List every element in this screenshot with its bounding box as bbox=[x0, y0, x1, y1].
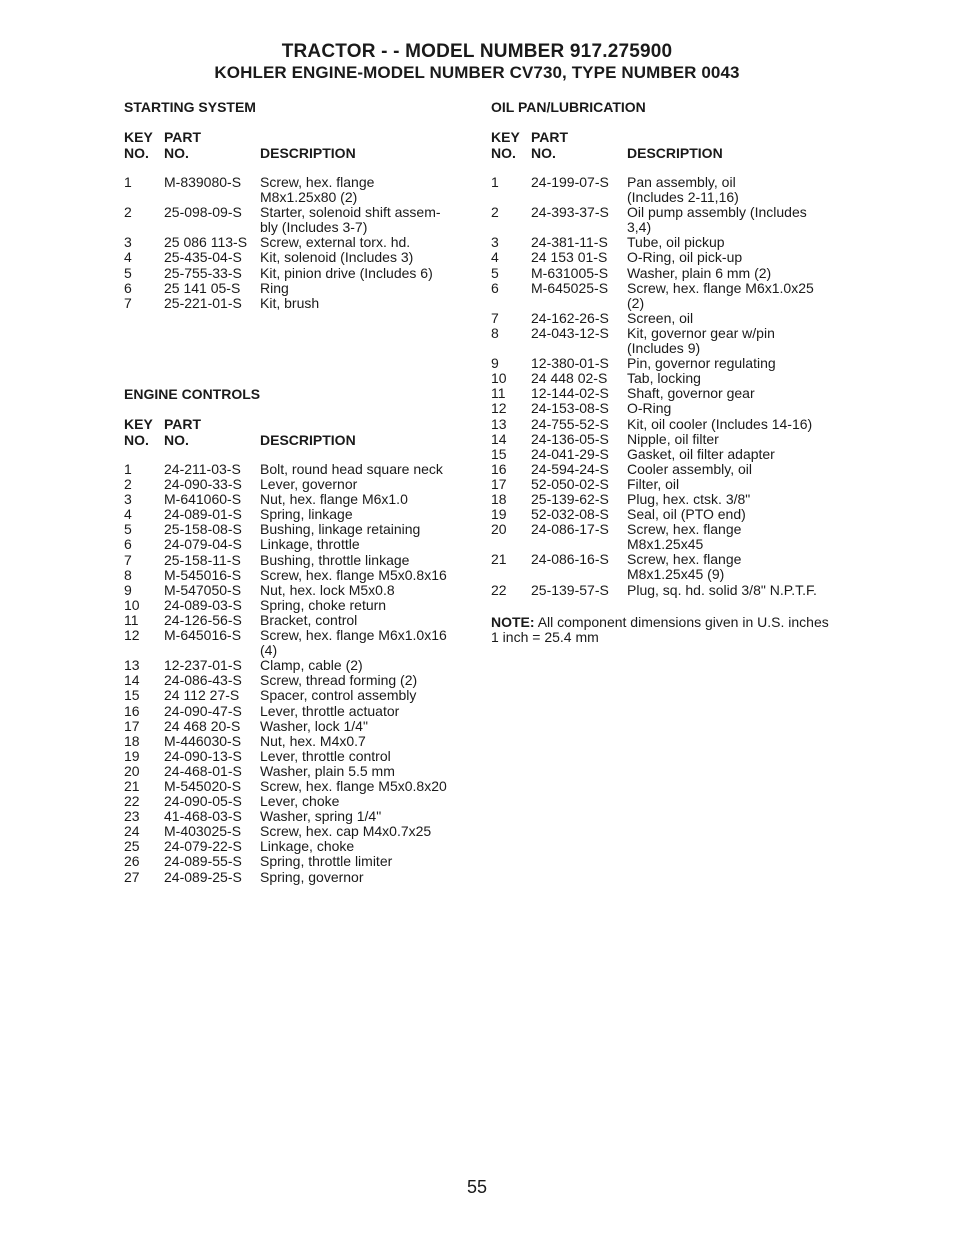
table-row bbox=[124, 492, 474, 507]
part-description: Nut, hex. lock M5x0.8 bbox=[260, 581, 395, 598]
part-description: Kit, oil cooler (Includes 14-16) bbox=[627, 415, 813, 432]
key-no: 3 bbox=[491, 234, 499, 251]
part-no: 25-221-01-S bbox=[164, 294, 242, 311]
key-no: 18 bbox=[491, 490, 507, 507]
part-no: M-645025-S bbox=[531, 279, 609, 296]
part-no: 52-032-08-S bbox=[531, 506, 609, 523]
part-no: M-446030-S bbox=[164, 732, 242, 749]
table-row bbox=[491, 401, 843, 416]
key-no: 1 bbox=[124, 461, 132, 477]
key-no: 5 bbox=[491, 264, 499, 281]
part-description: Screw, hex. cap M4x0.7x25 bbox=[260, 823, 432, 840]
part-no: 24-041-29-S bbox=[531, 445, 609, 462]
part-description: O-Ring bbox=[627, 400, 672, 417]
key-no: 2 bbox=[124, 204, 132, 221]
part-no: 12-144-02-S bbox=[531, 385, 609, 402]
table-row bbox=[124, 250, 474, 265]
part-no: 24-199-07-S bbox=[531, 174, 609, 190]
part-no: 24-381-11-S bbox=[531, 234, 608, 251]
key-no: 22 bbox=[124, 793, 140, 810]
part-description: Spring, choke return bbox=[260, 596, 387, 613]
part-description: Screw, hex. flange M5x0.8x20 bbox=[260, 777, 447, 794]
key-no: 17 bbox=[491, 475, 507, 492]
key-no-label: NO. bbox=[491, 144, 516, 161]
part-no: 24-089-25-S bbox=[164, 868, 242, 885]
table-row bbox=[491, 417, 843, 432]
key-no: 26 bbox=[124, 853, 140, 870]
part-label: PART bbox=[531, 129, 569, 145]
part-description: Plug, sq. hd. solid 3/8" N.P.T.F. bbox=[627, 581, 817, 598]
table-row bbox=[491, 552, 843, 582]
table-row bbox=[124, 568, 474, 583]
part-description: Gasket, oil filter adapter bbox=[627, 445, 775, 462]
part-description: Screw, hex. flange M8x1.25x45 bbox=[627, 521, 742, 553]
part-no: 24-043-12-S bbox=[531, 324, 609, 341]
column-header bbox=[124, 417, 474, 448]
key-no: 4 bbox=[124, 506, 132, 523]
key-no: 8 bbox=[124, 566, 132, 583]
table-row bbox=[491, 371, 843, 386]
description-label: DESCRIPTION bbox=[260, 431, 356, 448]
key-no: 7 bbox=[491, 309, 499, 326]
part-description: Washer, spring 1/4" bbox=[260, 808, 382, 825]
key-no: 25 bbox=[124, 838, 140, 855]
table-row bbox=[491, 522, 843, 552]
part-no: 24-086-17-S bbox=[531, 521, 609, 538]
part-description: Tube, oil pickup bbox=[627, 234, 725, 251]
part-no: 24-079-22-S bbox=[164, 838, 242, 855]
table-row bbox=[124, 628, 474, 658]
key-no: 10 bbox=[491, 370, 507, 387]
part-no: M-403025-S bbox=[164, 823, 242, 840]
table-row bbox=[124, 764, 474, 779]
part-description: Screw, hex. flange M8x1.25x80 (2) bbox=[260, 174, 375, 206]
table-row bbox=[491, 250, 843, 265]
part-description: Plug, hex. ctsk. 3/8" bbox=[627, 490, 751, 507]
part-no: 41-468-03-S bbox=[164, 808, 242, 825]
part-description: O-Ring, oil pick-up bbox=[627, 249, 743, 266]
table-row bbox=[124, 266, 474, 281]
part-no: 24-393-37-S bbox=[531, 204, 609, 221]
part-description: Clamp, cable (2) bbox=[260, 657, 363, 674]
part-no: 25-139-62-S bbox=[531, 490, 609, 507]
key-no: 9 bbox=[491, 355, 499, 372]
table-row bbox=[124, 854, 474, 869]
part-no: 24-126-56-S bbox=[164, 611, 242, 628]
part-no-label: NO. bbox=[164, 431, 189, 448]
part-description: Kit, solenoid (Includes 3) bbox=[260, 249, 414, 266]
page-number: 55 bbox=[466, 1177, 488, 1197]
table-row bbox=[124, 553, 474, 568]
table-row bbox=[491, 432, 843, 447]
part-description: Lever, throttle control bbox=[260, 747, 391, 764]
part-no: 24 468 20-S bbox=[164, 717, 241, 734]
dimension-note bbox=[491, 615, 836, 646]
table-row bbox=[124, 870, 474, 885]
part-description: Spring, throttle limiter bbox=[260, 853, 393, 870]
column-header bbox=[124, 130, 474, 161]
part-no: 24-090-47-S bbox=[164, 702, 242, 719]
key-no: 5 bbox=[124, 521, 132, 538]
table-row bbox=[491, 311, 843, 326]
part-no: 25-158-08-S bbox=[164, 521, 242, 538]
part-no: 25 141 05-S bbox=[164, 279, 241, 296]
parts-list bbox=[491, 175, 843, 598]
key-no: 19 bbox=[124, 747, 140, 764]
table-row bbox=[124, 673, 474, 688]
key-no-label: NO. bbox=[124, 144, 149, 161]
table-row bbox=[124, 688, 474, 703]
part-description: Kit, brush bbox=[260, 294, 320, 311]
part-description: Ring bbox=[260, 279, 289, 296]
key-no: 22 bbox=[491, 581, 507, 598]
part-description: Starter, solenoid shift assem- bly (Includes 3-7) bbox=[260, 204, 441, 236]
part-no: 25-098-09-S bbox=[164, 204, 242, 221]
table-row bbox=[124, 235, 474, 250]
part-no: 24 112 27-S bbox=[164, 687, 240, 704]
part-description: Bushing, throttle linkage bbox=[260, 551, 410, 568]
key-no: 2 bbox=[491, 204, 499, 221]
table-row bbox=[124, 598, 474, 613]
table-row bbox=[491, 175, 843, 205]
part-description: Seal, oil (PTO end) bbox=[627, 506, 746, 523]
key-no: 8 bbox=[491, 324, 499, 341]
key-no: 6 bbox=[491, 279, 499, 296]
part-label: PART bbox=[164, 129, 202, 145]
part-description: Nut, hex. flange M6x1.0 bbox=[260, 491, 408, 508]
part-no: 24 448 02-S bbox=[531, 370, 608, 387]
part-description: Screw, hex. flange M8x1.25x45 (9) bbox=[627, 551, 742, 583]
part-description: Bushing, linkage retaining bbox=[260, 521, 421, 538]
part-no: 12-380-01-S bbox=[531, 355, 609, 372]
part-no: 52-050-02-S bbox=[531, 475, 609, 492]
part-no: M-545020-S bbox=[164, 777, 242, 794]
table-row bbox=[124, 537, 474, 552]
key-no: 3 bbox=[124, 491, 132, 508]
part-description: Spacer, control assembly bbox=[260, 687, 417, 704]
key-no: 9 bbox=[124, 581, 132, 598]
part-no: 24-211-03-S bbox=[164, 461, 241, 477]
key-no: 1 bbox=[124, 174, 132, 190]
part-description: Linkage, throttle bbox=[260, 536, 360, 553]
key-no: 18 bbox=[124, 732, 140, 749]
part-no: 24-089-55-S bbox=[164, 853, 242, 870]
part-description: Lever, throttle actuator bbox=[260, 702, 400, 719]
table-row bbox=[491, 326, 843, 356]
part-no-label: NO. bbox=[164, 144, 189, 161]
key-no: 14 bbox=[491, 430, 507, 447]
part-no: 24-089-01-S bbox=[164, 506, 242, 523]
table-row bbox=[491, 477, 843, 492]
table-row bbox=[124, 749, 474, 764]
part-no: 25-158-11-S bbox=[164, 551, 241, 568]
key-no: 11 bbox=[491, 385, 506, 402]
table-row bbox=[124, 175, 474, 205]
table-row bbox=[124, 658, 474, 673]
part-description: Pin, governor regulating bbox=[627, 355, 776, 372]
table-row bbox=[491, 235, 843, 250]
part-description: Shaft, governor gear bbox=[627, 385, 755, 402]
table-row bbox=[491, 447, 843, 462]
key-no: 10 bbox=[124, 596, 140, 613]
key-no: 21 bbox=[491, 551, 507, 568]
key-no: 19 bbox=[491, 506, 507, 523]
key-label: KEY bbox=[124, 129, 153, 145]
part-description: Bracket, control bbox=[260, 611, 358, 628]
key-label: KEY bbox=[124, 416, 153, 432]
table-row bbox=[491, 507, 843, 522]
part-description: Nipple, oil filter bbox=[627, 430, 719, 447]
part-description: Screw, thread forming (2) bbox=[260, 672, 418, 689]
part-no: 24-162-26-S bbox=[531, 309, 609, 326]
key-no: 13 bbox=[124, 657, 140, 674]
table-row bbox=[124, 296, 474, 311]
engine-controls-section bbox=[124, 386, 474, 885]
description-label: DESCRIPTION bbox=[260, 144, 356, 161]
key-no: 1 bbox=[491, 174, 499, 190]
key-no: 3 bbox=[124, 234, 132, 251]
part-no: 24-090-13-S bbox=[164, 747, 242, 764]
note-label: NOTE: bbox=[491, 614, 535, 630]
table-row bbox=[124, 839, 474, 854]
part-description: Washer, plain 6 mm (2) bbox=[627, 264, 772, 281]
table-row bbox=[124, 734, 474, 749]
key-no: 12 bbox=[491, 400, 507, 417]
part-description: Filter, oil bbox=[627, 475, 680, 492]
part-description: Screw, external torx. hd. bbox=[260, 234, 411, 251]
table-row bbox=[124, 477, 474, 492]
part-description: Washer, lock 1/4" bbox=[260, 717, 368, 734]
section-title: OIL PAN/LUBRICATION bbox=[491, 99, 646, 115]
part-no-label: NO. bbox=[531, 144, 556, 161]
key-no: 16 bbox=[124, 702, 140, 719]
part-no: M-641060-S bbox=[164, 491, 242, 508]
table-row bbox=[124, 704, 474, 719]
key-no: 15 bbox=[124, 687, 140, 704]
part-no: M-547050-S bbox=[164, 581, 242, 598]
key-no: 27 bbox=[124, 868, 140, 885]
part-description: Lever, governor bbox=[260, 476, 358, 493]
part-no: 25 086 113-S bbox=[164, 234, 248, 251]
part-description: Kit, governor gear w/pin (Includes 9) bbox=[627, 324, 775, 357]
key-no: 20 bbox=[491, 521, 507, 538]
note-text: All component dimensions given in U.S. inches 1 inch = 25.4 mm bbox=[491, 614, 829, 646]
key-no: 15 bbox=[491, 445, 507, 462]
table-row bbox=[124, 719, 474, 734]
key-no: 7 bbox=[124, 294, 132, 311]
part-description: Oil pump assembly (Includes 3,4) bbox=[627, 204, 807, 236]
part-no: 24-755-52-S bbox=[531, 415, 609, 432]
key-no: 17 bbox=[124, 717, 140, 734]
part-label: PART bbox=[164, 416, 202, 432]
part-no: 24-594-24-S bbox=[531, 460, 609, 477]
part-no: M-839080-S bbox=[164, 174, 242, 190]
starting-system-section bbox=[124, 99, 474, 311]
part-no: M-631005-S bbox=[531, 264, 609, 281]
part-no: 24-086-16-S bbox=[531, 551, 609, 568]
part-description: Washer, plain 5.5 mm bbox=[260, 762, 395, 779]
table-row bbox=[124, 507, 474, 522]
key-no: 16 bbox=[491, 460, 507, 477]
table-row bbox=[124, 794, 474, 809]
key-no: 7 bbox=[124, 551, 132, 568]
part-no: 24-086-43-S bbox=[164, 672, 242, 689]
part-description: Linkage, choke bbox=[260, 838, 355, 855]
part-no: 24 153 01-S bbox=[531, 249, 608, 266]
part-description: Kit, pinion drive (Includes 6) bbox=[260, 264, 433, 281]
part-no: 25-139-57-S bbox=[531, 581, 609, 598]
key-label: KEY bbox=[491, 129, 520, 145]
section-title: ENGINE CONTROLS bbox=[124, 386, 261, 402]
description-label: DESCRIPTION bbox=[627, 144, 723, 161]
page-title: TRACTOR - - MODEL NUMBER 917.275900 bbox=[281, 41, 673, 62]
key-no: 2 bbox=[124, 476, 132, 493]
key-no: 5 bbox=[124, 264, 132, 281]
table-row bbox=[124, 613, 474, 628]
part-no: 24-153-08-S bbox=[531, 400, 609, 417]
table-row bbox=[124, 281, 474, 296]
part-description: Spring, linkage bbox=[260, 506, 353, 523]
key-no: 14 bbox=[124, 672, 140, 689]
part-no: 24-136-05-S bbox=[531, 430, 609, 447]
key-no: 6 bbox=[124, 279, 132, 296]
key-no: 11 bbox=[124, 611, 139, 628]
page-subtitle: KOHLER ENGINE-MODEL NUMBER CV730, TYPE NUMBER 0043 bbox=[214, 63, 740, 82]
part-description: Lever, choke bbox=[260, 793, 340, 810]
oil-pan-section bbox=[491, 99, 843, 598]
key-no: 23 bbox=[124, 808, 140, 825]
table-row bbox=[491, 281, 843, 311]
table-row bbox=[124, 583, 474, 598]
table-row bbox=[124, 824, 474, 839]
table-row bbox=[124, 809, 474, 824]
key-no-label: NO. bbox=[124, 431, 149, 448]
part-description: Screw, hex. flange M6x1.0x16 (4) bbox=[260, 627, 447, 659]
table-row bbox=[491, 462, 843, 477]
part-no: 24-090-33-S bbox=[164, 476, 242, 493]
parts-list bbox=[124, 462, 474, 885]
part-no: 24-079-04-S bbox=[164, 536, 242, 553]
table-row bbox=[124, 205, 474, 235]
part-no: 25-755-33-S bbox=[164, 264, 242, 281]
part-no: M-545016-S bbox=[164, 566, 242, 583]
key-no: 6 bbox=[124, 536, 132, 553]
table-row bbox=[491, 205, 843, 235]
part-description: Screen, oil bbox=[627, 309, 694, 326]
section-title: STARTING SYSTEM bbox=[124, 99, 256, 115]
key-no: 20 bbox=[124, 762, 140, 779]
key-no: 21 bbox=[124, 777, 140, 794]
table-row bbox=[491, 266, 843, 281]
part-description: Cooler assembly, oil bbox=[627, 460, 753, 477]
table-row bbox=[124, 522, 474, 537]
part-no: 25-435-04-S bbox=[164, 249, 242, 266]
part-description: Screw, hex. flange M5x0.8x16 bbox=[260, 566, 447, 583]
part-description: Spring, governor bbox=[260, 868, 364, 885]
table-row bbox=[491, 386, 843, 401]
part-no: M-645016-S bbox=[164, 627, 242, 644]
key-no: 13 bbox=[491, 415, 507, 432]
key-no: 4 bbox=[124, 249, 132, 266]
table-row bbox=[124, 779, 474, 794]
part-description: Nut, hex. M4x0.7 bbox=[260, 732, 366, 749]
part-no: 24-089-03-S bbox=[164, 596, 242, 613]
table-row bbox=[491, 356, 843, 371]
key-no: 12 bbox=[124, 627, 140, 644]
key-no: 24 bbox=[124, 823, 140, 840]
table-row bbox=[124, 462, 474, 477]
page-header bbox=[0, 41, 954, 83]
table-row bbox=[491, 492, 843, 507]
part-no: 24-090-05-S bbox=[164, 793, 242, 810]
part-description: Screw, hex. flange M6x1.0x25 (2) bbox=[627, 279, 814, 311]
parts-list bbox=[124, 175, 474, 311]
part-no: 12-237-01-S bbox=[164, 657, 242, 674]
key-no: 4 bbox=[491, 249, 499, 266]
column-header bbox=[491, 130, 843, 161]
part-description: Pan assembly, oil (Includes 2-11,16) bbox=[627, 174, 739, 206]
table-row bbox=[491, 583, 843, 598]
part-no: 24-468-01-S bbox=[164, 762, 242, 779]
part-description: Tab, locking bbox=[627, 370, 701, 387]
part-description: Bolt, round head square neck bbox=[260, 461, 443, 477]
